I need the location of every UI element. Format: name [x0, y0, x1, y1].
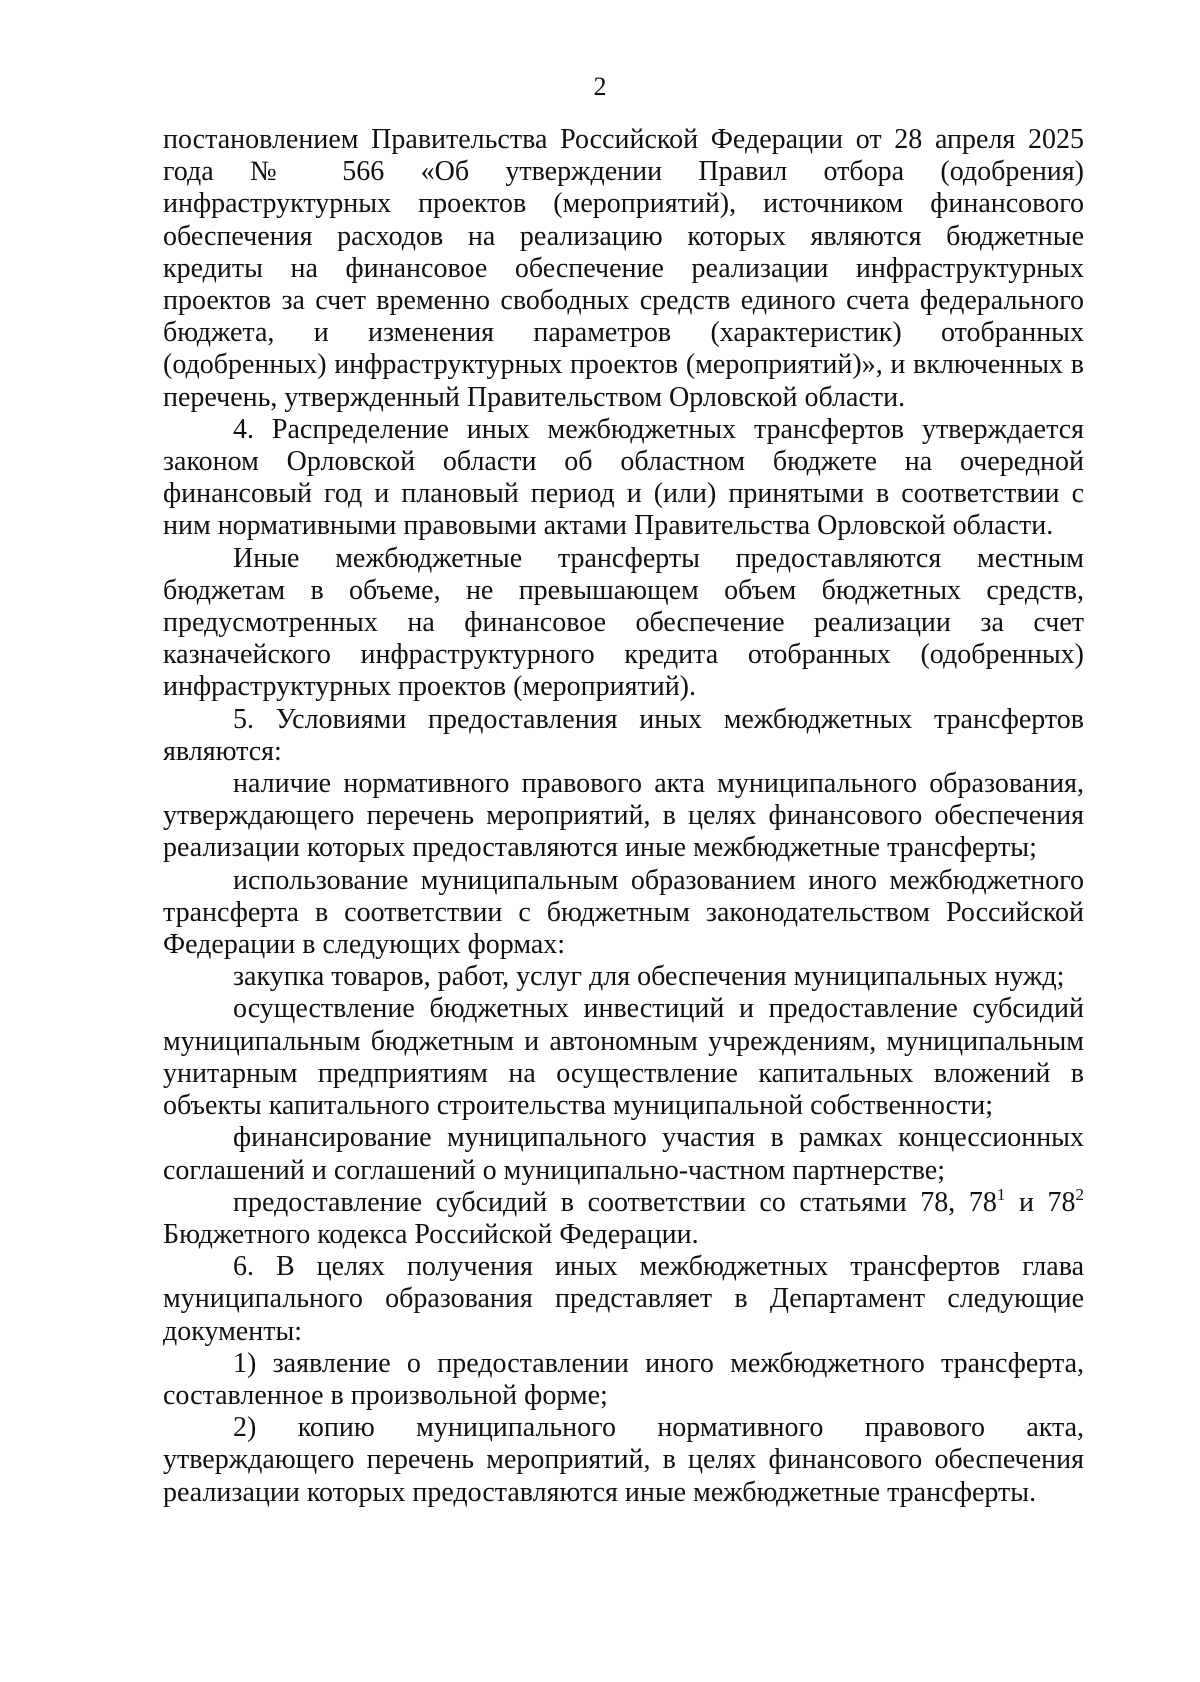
- page-number: 2: [593, 72, 607, 101]
- paragraph-document-2: 2) копию муниципального нормативного правового акта, утверждающего перечень мероприятий, в целях финансового обеспечения реализации которых предоставляются иные межбюджетные трансферты.: [163, 1412, 1084, 1508]
- paragraph-form-investments: осуществление бюджетных инвестиций и предоставление субсидий муниципальным бюджетным и автономным учреждениям, муниципальным унитарным предприятиям на осуществление капитальных вложений в объекты капитального строительства муниципальной собственности;: [163, 993, 1084, 1122]
- paragraph-condition-legal-act: наличие нормативного правового акта муниципального образования, утверждающего перечень мероприятий, в целях финансового обеспечения реализации которых предоставляются иные межбюджетные трансферты;: [163, 768, 1084, 864]
- paragraph-condition-usage: использование муниципальным образованием иного межбюджетного трансферта в соответствии с бюджетным законодательством Российской Федерации в следующих формах:: [163, 864, 1084, 961]
- paragraph-document-1: 1) заявление о предоставлении иного межбюджетного трансферта, составленное в произвольной форме;: [163, 1347, 1084, 1411]
- paragraph-form-procurement: закупка товаров, работ, услуг для обеспечения муниципальных нужд;: [233, 961, 1065, 993]
- article-superscript-2: 2: [1075, 1184, 1085, 1204]
- paragraph-clause-4: 4. Распределение иных межбюджетных трансфертов утверждается законом Орловской области об областном бюджете на очередной финансовый год и плановый период и (или) принятыми в соответствии с ним нормативными правовыми актами Правительства Орловской области.: [163, 413, 1084, 542]
- paragraph-form-concessions: финансирование муниципального участия в рамках концессионных соглашений и соглашений о муниципально-частном партнерстве;: [163, 1122, 1084, 1186]
- paragraph-continuation: постановлением Правительства Российской Федерации от 28 апреля 2025 года № 566 «Об утверждении Правил отбора (одобрения) инфраструктурных проектов (мероприятий), источником финансового обеспечения расходов на реализацию которых являются бюджетные кредиты на финансовое обеспечение реализации инфраструктурных проектов за счет временно свободных средств единого счета федерального бюджета, и изменения параметров (характеристик) отобранных (одобренных) инфраструктурных проектов (мероприятий)», и включенных в перечень, утвержденный Правительством Орловской области.: [163, 124, 1084, 413]
- paragraph-transfer-volume: Иные межбюджетные трансферты предоставляются местным бюджетам в объеме, не превышающем объем бюджетных средств, предусмотренных на финансовое обеспечение реализации за счет казначейского инфраструктурного кредита отобранных (одобренных) инфраструктурных проектов (мероприятий).: [163, 542, 1084, 703]
- subsidies-text-start: предоставление субсидий в соответствии со статьями 78, 78: [233, 1186, 997, 1218]
- paragraph-clause-6: 6. В целях получения иных межбюджетных трансфертов глава муниципального образования представляет в Департамент следующие документы:: [163, 1251, 1084, 1347]
- subsidies-text-end: Бюджетного кодекса Российской Федерации.: [163, 1218, 699, 1250]
- document-body: [163, 124, 1084, 1509]
- paragraph-clause-5: 5. Условиями предоставления иных межбюджетных трансфертов являются:: [163, 703, 1084, 767]
- paragraph-form-subsidies: [163, 1184, 1085, 1251]
- subsidies-text-middle: и 78: [1005, 1186, 1076, 1218]
- article-superscript-1: 1: [996, 1184, 1006, 1204]
